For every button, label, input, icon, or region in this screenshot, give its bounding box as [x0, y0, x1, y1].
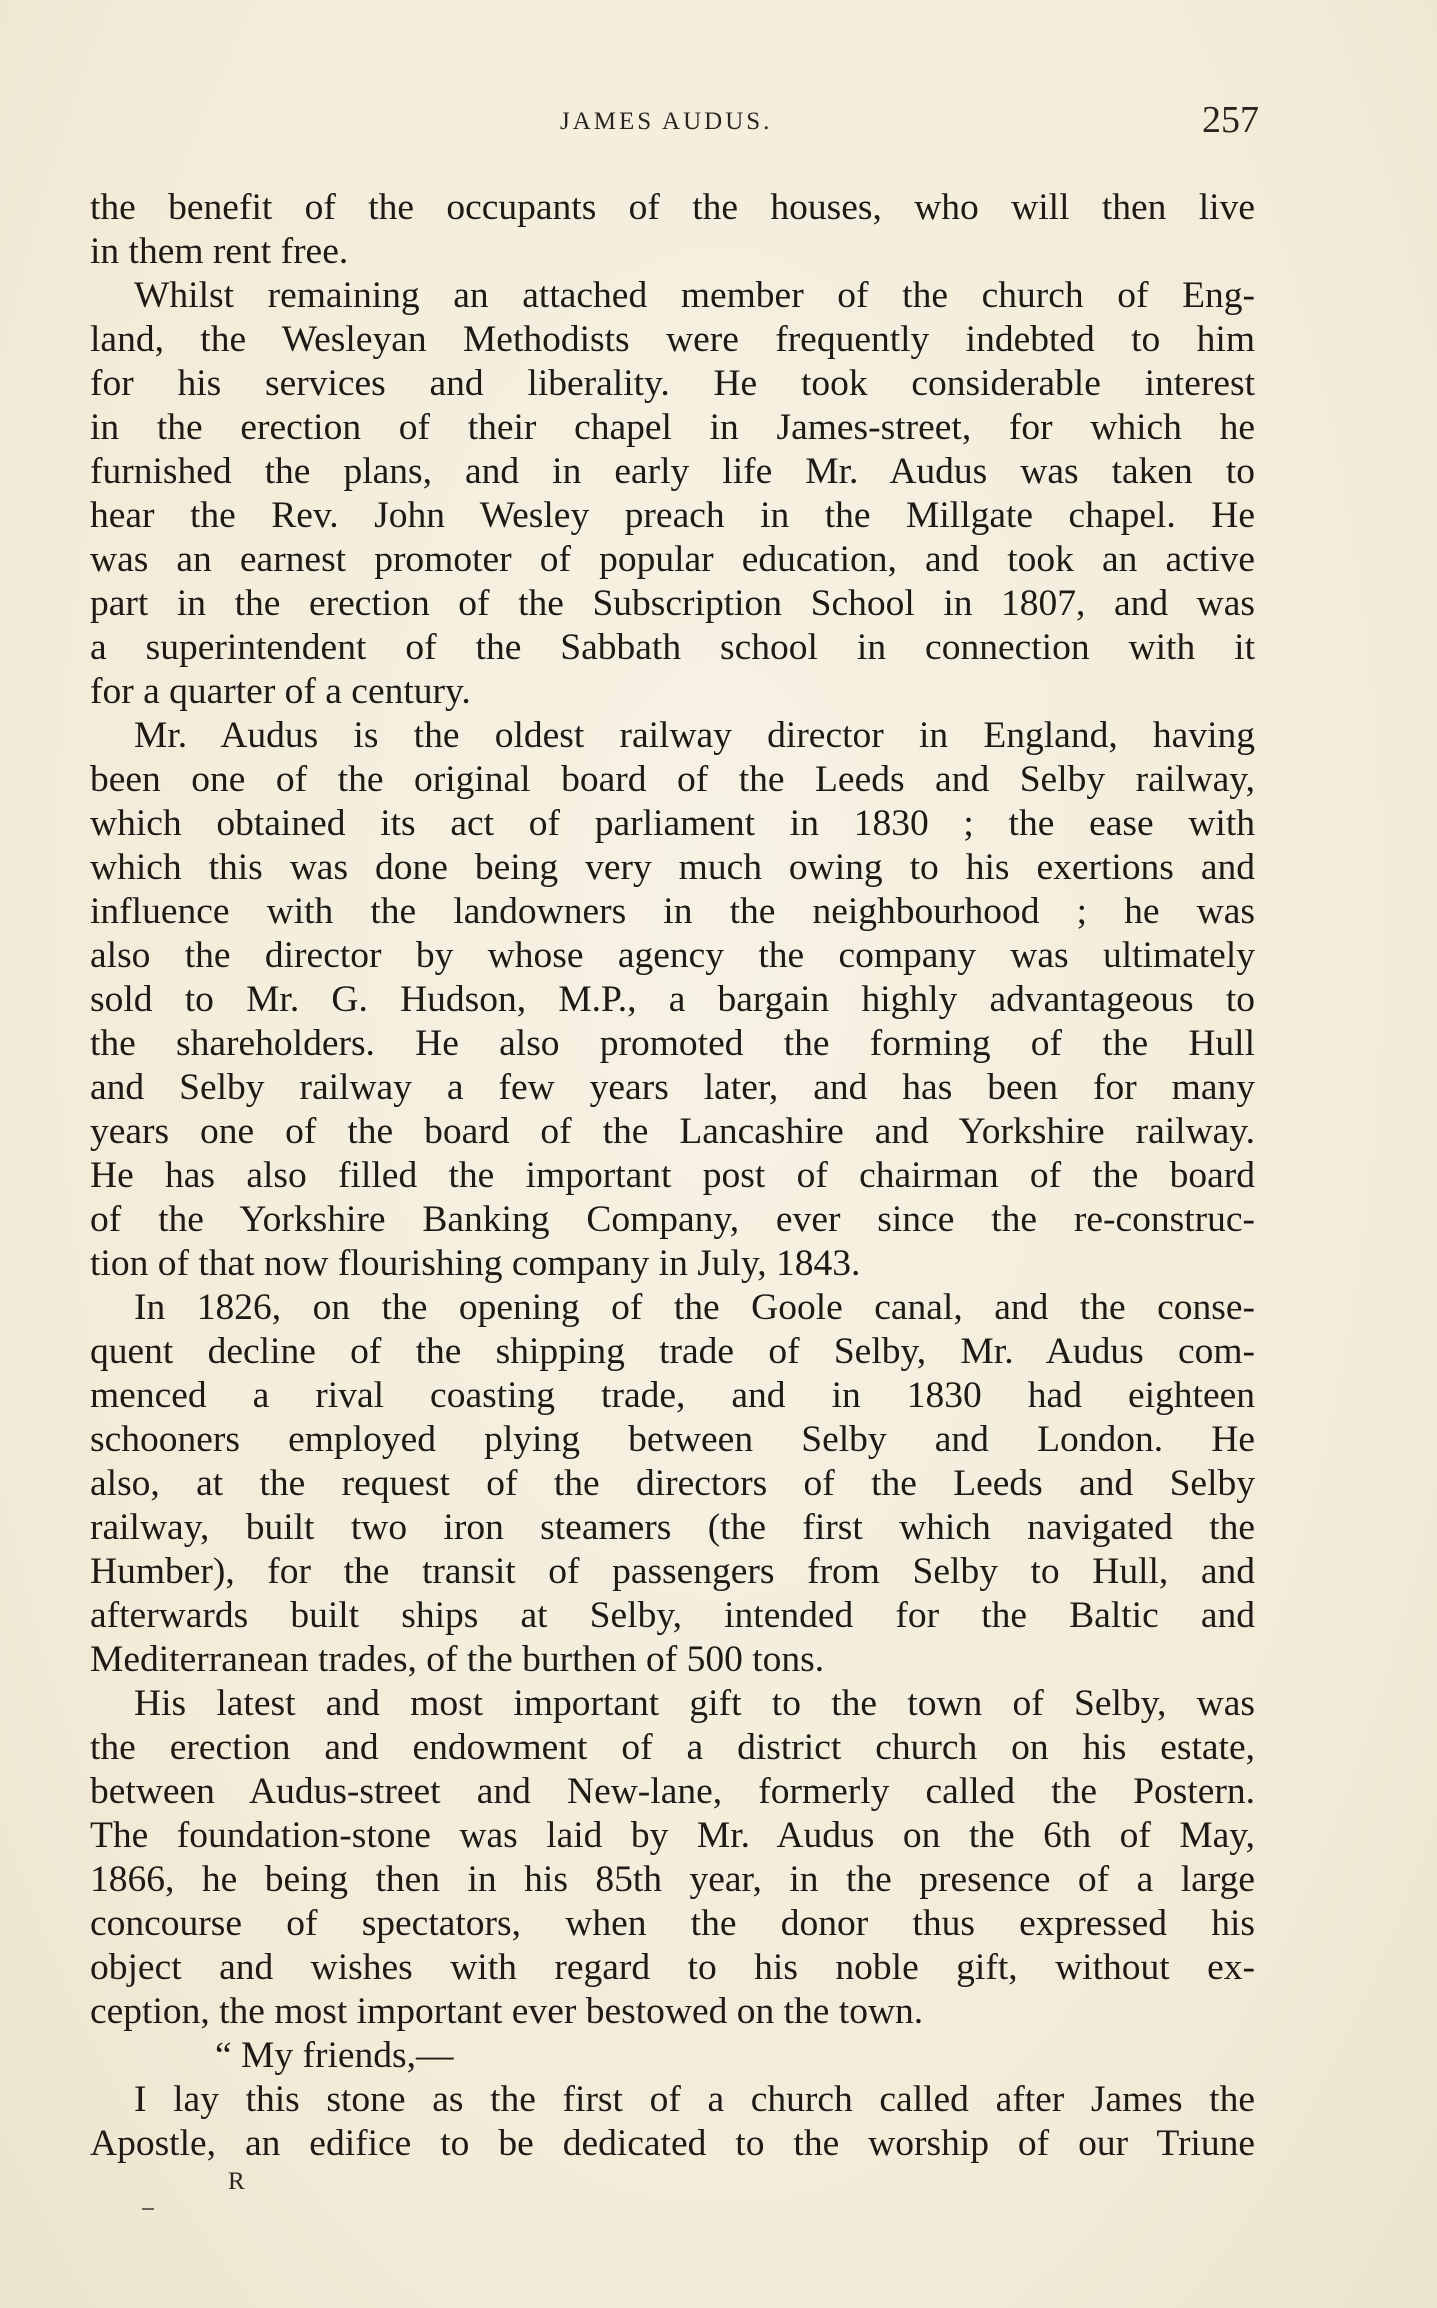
quote-salutation: “ My friends,— — [215, 2035, 454, 2076]
text-line: menced a rival coasting trade, and in 1830 had eighteen — [90, 1375, 1255, 1416]
text-line: the erection and endowment of a district church on his estate, — [90, 1727, 1255, 1768]
text-line: The foundation-stone was laid by Mr. Audus on the 6th of May, — [90, 1815, 1255, 1856]
text-line: Humber), for the transit of passengers from Selby to Hull, and — [90, 1551, 1255, 1592]
text-line: also the director by whose agency the company was ultimately — [90, 935, 1255, 976]
text-line: been one of the original board of the Leeds and Selby railway, — [90, 759, 1255, 800]
body-text — [90, 186, 1255, 2166]
text-line: of the Yorkshire Banking Company, ever since the re-construc- — [90, 1199, 1255, 1240]
text-line: Apostle, an edifice to be dedicated to the worship of our Triune — [90, 2123, 1255, 2164]
text-line: a superintendent of the Sabbath school in connection with it — [90, 627, 1255, 668]
text-line: in them rent free. — [90, 231, 349, 272]
text-line: and Selby railway a few years later, and has been for many — [90, 1067, 1255, 1108]
text-line: Mr. Audus is the oldest railway director in England, having — [134, 715, 1255, 756]
text-line: between Audus-street and New-lane, formerly called the Postern. — [90, 1771, 1255, 1812]
page-number: 257 — [1202, 99, 1259, 141]
text-line: years one of the board of the Lancashire and Yorkshire railway. — [90, 1111, 1255, 1152]
text-line: also, at the request of the directors of the Leeds and Selby — [90, 1463, 1255, 1504]
text-line: was an earnest promoter of popular education, and took an active — [90, 539, 1255, 580]
text-line: in the erection of their chapel in James-street, for which he — [90, 407, 1255, 448]
text-line: part in the erection of the Subscription School in 1807, and was — [90, 583, 1255, 624]
text-line: the shareholders. He also promoted the forming of the Hull — [90, 1023, 1255, 1064]
text-line: furnished the plans, and in early life Mr. Audus was taken to — [90, 451, 1255, 492]
text-line: His latest and most important gift to the town of Selby, was — [134, 1683, 1255, 1724]
text-line: afterwards built ships at Selby, intended for the Baltic and — [90, 1595, 1255, 1636]
text-line: for a quarter of a century. — [90, 671, 471, 712]
text-line: tion of that now flourishing company in July, 1843. — [90, 1243, 861, 1284]
text-line: 1866, he being then in his 85th year, in the presence of a large — [90, 1859, 1255, 1900]
text-line: the benefit of the occupants of the houses, who will then live — [90, 187, 1255, 228]
text-line: concourse of spectators, when the donor thus expressed his — [90, 1903, 1255, 1944]
text-line: for his services and liberality. He took considerable interest — [90, 363, 1255, 404]
text-line: hear the Rev. John Wesley preach in the Millgate chapel. He — [90, 495, 1255, 536]
text-line: He has also filled the important post of chairman of the board — [90, 1155, 1255, 1196]
text-line: influence with the landowners in the neighbourhood ; he was — [90, 891, 1255, 932]
text-line: quent decline of the shipping trade of Selby, Mr. Audus com- — [90, 1331, 1255, 1372]
text-line: In 1826, on the opening of the Goole canal, and the conse- — [134, 1287, 1255, 1328]
text-line: ception, the most important ever bestowed on the town. — [90, 1991, 924, 2032]
text-line: I lay this stone as the first of a church called after James the — [134, 2079, 1255, 2120]
text-line: which this was done being very much owing to his exertions and — [90, 847, 1255, 888]
text-line: railway, built two iron steamers (the first which navigated the — [90, 1507, 1255, 1548]
text-line: which obtained its act of parliament in 1830 ; the ease with — [90, 803, 1255, 844]
text-line: sold to Mr. G. Hudson, M.P., a bargain highly advantageous to — [90, 979, 1255, 1020]
margin-mark — [142, 2208, 154, 2210]
running-head: JAMES AUDUS. — [560, 108, 773, 135]
signature-mark: R — [228, 2168, 245, 2195]
text-line: schooners employed plying between Selby and London. He — [90, 1419, 1255, 1460]
text-line: land, the Wesleyan Methodists were frequently indebted to him — [90, 319, 1255, 360]
text-line: Whilst remaining an attached member of the church of Eng- — [134, 275, 1255, 316]
text-line: object and wishes with regard to his noble gift, without ex- — [90, 1947, 1255, 1988]
text-line: Mediterranean trades, of the burthen of 500 tons. — [90, 1639, 825, 1680]
